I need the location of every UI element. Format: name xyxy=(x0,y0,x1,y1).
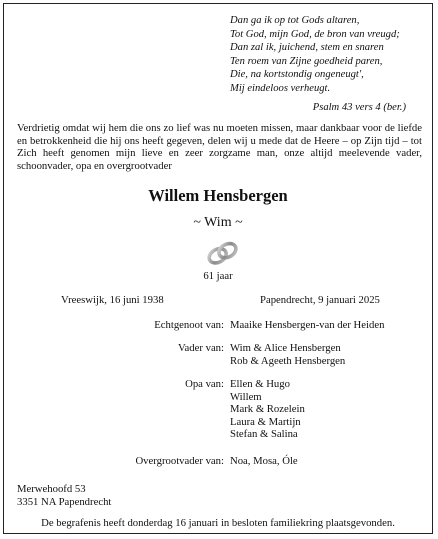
grandchild-name: Laura & Martijn xyxy=(230,415,301,428)
spouse-label: Echtgenoot van: xyxy=(154,319,224,331)
great-grandchild-names: Noa, Mosa, Óle xyxy=(230,455,298,467)
poem-line: Dan ga ik op tot Gods altaren, xyxy=(230,15,360,26)
deceased-nickname: ~ Wim ~ xyxy=(193,215,243,230)
birth-place-date: Vreeswijk, 16 juni 1938 xyxy=(61,294,164,306)
deceased-name: Willem Hensbergen xyxy=(148,186,288,205)
deceased-age: 61 jaar xyxy=(203,270,233,282)
funeral-notice: De begrafenis heeft donderdag 16 januari in besloten familiekring plaatsgevonden. xyxy=(41,517,395,529)
poem-line: Mij eindeloos verheugt. xyxy=(230,82,331,94)
poem-line: Ten roem van Zijne goedheid paren, xyxy=(230,55,383,67)
obituary-card xyxy=(3,3,433,534)
psalm-verse xyxy=(230,14,400,96)
child-name: Rob & Ageeth Hensbergen xyxy=(230,354,346,367)
great-grandfather-label: Overgrootvader van: xyxy=(135,455,224,467)
address-city: 3351 NA Papendrecht xyxy=(17,495,112,508)
poem-line: Tot God, mijn God, de bron van vreugd; xyxy=(230,28,400,40)
psalm-reference: Psalm 43 vers 4 (ber.) xyxy=(312,102,406,113)
grandchild-name: Mark & Rozelein xyxy=(230,403,305,416)
death-place-date: Papendrecht, 9 januari 2025 xyxy=(260,294,380,306)
child-name: Wim & Alice Hensbergen xyxy=(230,342,341,354)
grandchild-name: Stefan & Salina xyxy=(230,428,298,441)
wedding-rings-icon xyxy=(204,240,242,266)
grandchild-name: Willem xyxy=(230,390,262,403)
poem-line: Die, na kortstondig ongeneugt', xyxy=(230,69,364,81)
poem-line: Dan zal ik, juichend, stem en snaren xyxy=(230,42,384,54)
address-block xyxy=(17,483,111,508)
announcement-text: Verdrietig omdat wij hem die ons zo lief was nu moeten missen, maar dankbaar voor de liefde en betrokkenheid die hij ons heeft gegeven, delen wij u mede dat de Heere – op Zijn tijd – tot Zich heeft genomen mijn lieve en zeer zorgzame man, onze altijd meelevende vader, schoonvader, opa en overgrootvader xyxy=(17,122,422,172)
spouse-name: Maaike Hensbergen-van der Heiden xyxy=(230,319,385,331)
grandfather-label: Opa van: xyxy=(185,378,224,390)
father-label: Vader van: xyxy=(178,342,224,354)
grandchild-name: Ellen & Hugo xyxy=(230,378,290,390)
address-street: Merwehoofd 53 xyxy=(17,483,86,495)
